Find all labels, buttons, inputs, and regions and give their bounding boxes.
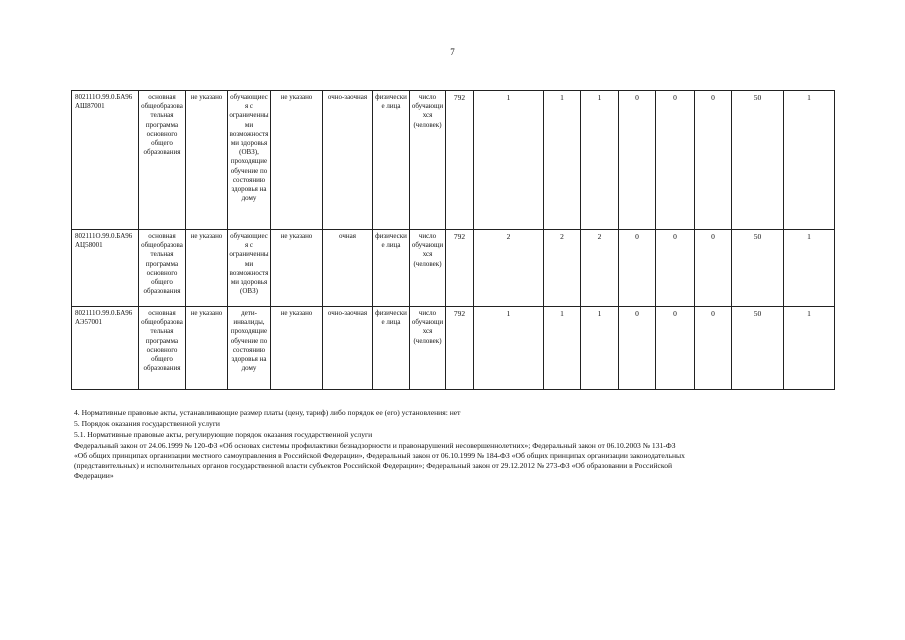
value-cell: 0	[619, 230, 656, 307]
recipients-cell: физические лица	[373, 91, 410, 230]
service-volume-table	[71, 90, 835, 390]
value-cell: 0	[656, 307, 695, 390]
form-cell: очно-заочная	[323, 91, 373, 230]
place-cell: не указано	[271, 230, 323, 307]
program-cell: основная общеобразовательная программа основного общего образования	[139, 91, 186, 230]
value-cell: 1	[544, 91, 581, 230]
program-cell: основная общеобразовательная программа основного общего образования	[139, 307, 186, 390]
value-cell: 1	[544, 307, 581, 390]
indicator-cell: число обучающихся (человек)	[410, 307, 446, 390]
form-cell: очная	[323, 230, 373, 307]
category-cell: не указано	[186, 307, 228, 390]
value-cell: 0	[695, 307, 732, 390]
okei-cell: 792	[446, 230, 474, 307]
value-cell: 50	[732, 91, 784, 230]
students-cell: обучающиеся с ограниченными возможностями здоровья (ОВЗ), проходящие обучение по состоянию здоровья на дому	[228, 91, 271, 230]
students-cell: обучающиеся с ограниченными возможностями здоровья (ОВЗ)	[228, 230, 271, 307]
indicator-cell: число обучающихся (человек)	[410, 230, 446, 307]
recipients-cell: физические лица	[373, 307, 410, 390]
table-row	[72, 91, 835, 230]
value-cell: 50	[732, 230, 784, 307]
okei-cell: 792	[446, 307, 474, 390]
registry-code-cell: 802111О.99.0.БА96АЦ58001	[72, 230, 139, 307]
indicator-cell: число обучающихся (человек)	[410, 91, 446, 230]
laws-text-line: Федеральный закон от 24.06.1999 № 120-ФЗ «Об основах системы профилактики безнадзорности и правонарушений несовершеннолетних»; Федеральный закон от 06.10.2003 № 131-ФЗ	[74, 440, 676, 450]
laws-text-line: «Об общих принципах организации местного самоуправления в Российской Федерации», Федеральный закон от 06.10.1999 № 184-ФЗ «Об общих принципах организации законодательных	[74, 450, 685, 460]
value-cell: 0	[695, 230, 732, 307]
value-cell: 1	[581, 307, 619, 390]
recipients-cell: физические лица	[373, 230, 410, 307]
value-cell: 0	[619, 307, 656, 390]
value-cell: 2	[581, 230, 619, 307]
value-cell: 0	[656, 91, 695, 230]
value-cell: 0	[656, 230, 695, 307]
note-item-5-1: 5.1. Нормативные правовые акты, регулирующие порядок оказания государственной услуги	[74, 430, 373, 440]
registry-code-cell: 802111О.99.0.БА96АШ87001	[72, 91, 139, 230]
category-cell: не указано	[186, 230, 228, 307]
category-cell: не указано	[186, 91, 228, 230]
laws-text-line: Федерации»	[74, 471, 114, 481]
note-item-5: 5. Порядок оказания государственной услуги	[74, 419, 220, 429]
place-cell: не указано	[271, 307, 323, 390]
laws-text-line: (представительных) и исполнительных органов государственной власти субъектов Российской Федерации»; Федеральный закон от 29.12.2012 № 273-ФЗ «Об образовании в Российской	[74, 461, 673, 471]
students-cell: дети-инвалиды, проходящие обучение по состоянию здоровья на дому	[228, 307, 271, 390]
okei-cell: 792	[446, 91, 474, 230]
table-row	[72, 230, 835, 307]
value-cell: 2	[474, 230, 544, 307]
form-cell: очно-заочная	[323, 307, 373, 390]
value-cell: 1	[784, 307, 835, 390]
place-cell: не указано	[271, 91, 323, 230]
page-number: 7	[450, 47, 455, 57]
value-cell: 1	[784, 91, 835, 230]
value-cell: 0	[619, 91, 656, 230]
value-cell: 50	[732, 307, 784, 390]
program-cell: основная общеобразовательная программа основного общего образования	[139, 230, 186, 307]
value-cell: 0	[695, 91, 732, 230]
note-item-4: 4. Нормативные правовые акты, устанавливающие размер платы (цену, тариф) либо порядок ее (его) установления: нет	[74, 408, 461, 417]
value-cell: 1	[474, 307, 544, 390]
value-cell: 1	[474, 91, 544, 230]
value-cell: 1	[581, 91, 619, 230]
registry-code-cell: 802111О.99.0.БА96АЭ57001	[72, 307, 139, 390]
table-row	[72, 307, 835, 390]
notes-section	[74, 408, 844, 481]
value-cell: 2	[544, 230, 581, 307]
value-cell: 1	[784, 230, 835, 307]
